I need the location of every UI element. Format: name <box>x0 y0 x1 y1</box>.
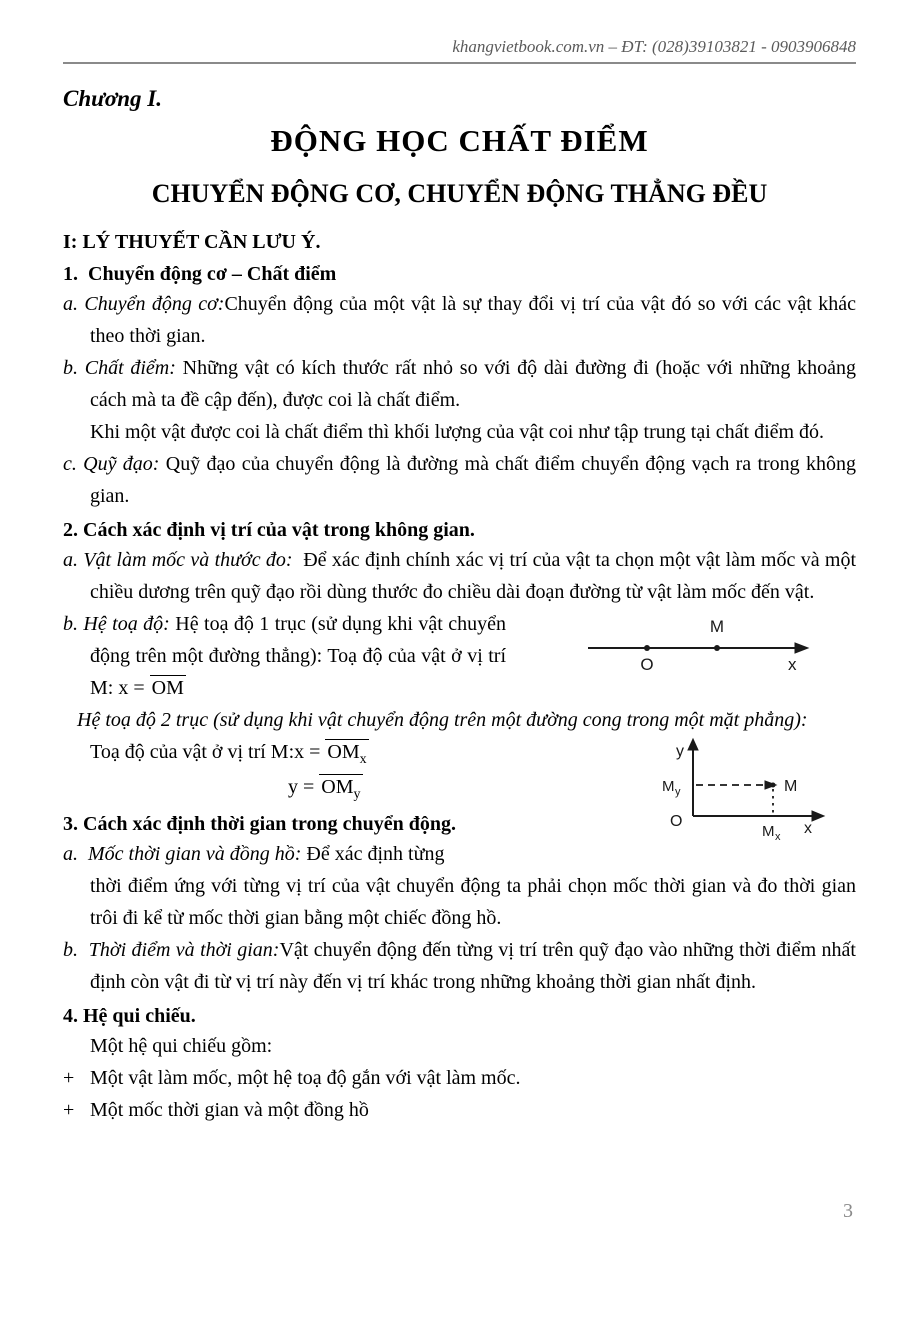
two-axis-mx-label: M <box>762 823 775 840</box>
page-number: 3 <box>843 1200 853 1222</box>
bullet-marker: + <box>63 1099 75 1121</box>
section1-heading: 1. Chuyển động cơ – Chất điểm <box>63 263 337 285</box>
para-coordinate-system-text: Hệ toạ độ 1 trục (sử dụng khi vật chuyển động trên một đường thẳng): Toạ độ của vật ở vị trí M: x = <box>90 613 506 699</box>
two-axis-x-label: x <box>804 820 812 837</box>
two-axis-my-label: M <box>662 778 675 795</box>
bullet-text: Một mốc thời gian và một đồng hồ <box>90 1099 369 1121</box>
formula-om-base: OM <box>151 677 184 699</box>
section4-heading: 4. Hệ qui chiếu. <box>63 1005 196 1027</box>
two-axis-m-label: M <box>784 778 798 795</box>
bullet-reference-frame-1 <box>63 1062 856 1094</box>
formula-omx-overline <box>325 739 368 771</box>
two-axis-diagram <box>656 736 856 844</box>
formula-omy-base: OM <box>321 776 354 798</box>
para-time-instant <box>63 934 856 998</box>
para-reference-object-lead: a. Vật làm mốc và thước đo: <box>63 549 293 571</box>
m-point <box>771 783 776 788</box>
para-motion-lead: a. Chuyển động cơ: <box>63 293 225 315</box>
para-trajectory-definition <box>63 448 856 512</box>
para-point-mass-text: Những vật có kích thước rất nhỏ so với độ dài đường đi (hoặc với những khoảng cách mà ta đề cập đến), được coi là chất điểm. <box>90 357 857 411</box>
para-time-origin-lead: a. Mốc thời gian và đồng hồ: <box>63 843 302 865</box>
header-divider <box>63 62 856 64</box>
origin-point <box>644 645 650 651</box>
one-axis-x-label: x <box>788 655 797 674</box>
formula-omx-sub: x <box>359 752 367 767</box>
para-two-axis-note: Hệ toạ độ 2 trục (sử dụng khi vật chuyển động trên một đường cong trong một mặt phẳng): <box>77 709 808 731</box>
header-website-phone: khangvietbook.com.vn – ĐT: (028)39103821 - 0903906848 <box>452 37 856 56</box>
para-motion-definition <box>63 288 856 352</box>
para-reference-object-text: Để xác định chính xác vị trí của vật ta chọn một vật làm mốc và một chiều dương trên quỹ đạo rồi dùng thước đo chiều dài đoạn đường từ vật làm mốc đến vật. <box>90 549 857 603</box>
para-time-origin-text2: thời điểm ứng với từng vị trí của vật chuyển động ta phải chọn mốc thời gian và đo thời gian trôi đi kể từ mốc thời gian bằng một chiếc đồng hồ. <box>90 875 856 929</box>
para-reference-frame-intro: Một hệ qui chiếu gồm: <box>90 1035 273 1057</box>
para-time-origin <box>63 838 856 934</box>
para-coordinate-system <box>63 608 856 704</box>
formula-omy-overline <box>319 774 362 806</box>
two-axis-origin-label: O <box>670 813 683 830</box>
bullet-text: Một vật làm mốc, một hệ toạ độ gắn với vật làm mốc. <box>90 1067 521 1089</box>
m-point <box>714 645 720 651</box>
two-axis-y-label: y <box>676 743 684 760</box>
section2-heading: 2. Cách xác định vị trí của vật trong không gian. <box>63 519 475 541</box>
bullet-reference-frame-2 <box>63 1094 856 1126</box>
para-point-mass-note: Khi một vật được coi là chất điểm thì khối lượng của vật coi như tập trung tại chất điểm đó. <box>90 421 825 443</box>
two-axis-mx-sub-label: x <box>775 831 781 843</box>
para-point-mass-definition <box>63 352 856 416</box>
section3-heading: 3. Cách xác định thời gian trong chuyển động. <box>63 813 457 835</box>
two-axis-my-sub-label: y <box>675 786 681 798</box>
page-subtitle: CHUYỂN ĐỘNG CƠ, CHUYỂN ĐỘNG THẲNG ĐỀU <box>151 179 768 208</box>
para-time-origin-text1: Để xác định từng <box>301 843 445 865</box>
page-header <box>63 36 856 58</box>
one-axis-diagram <box>526 610 856 676</box>
one-axis-origin-label: O <box>640 655 654 674</box>
page-title: ĐỘNG HỌC CHẤT ĐIỂM <box>270 123 649 158</box>
para-trajectory-text: Quỹ đạo của chuyển động là đường mà chất điểm chuyển động vạch ra trong không gian. <box>90 453 856 507</box>
formula-omx-base: OM <box>327 741 360 763</box>
para-motion-text: Chuyển động của một vật là sự thay đổi vị trí của vật đó so với các vật khác theo thời gian. <box>90 293 856 347</box>
para-coordinate-system-lead: b. Hệ toạ độ: <box>63 613 170 635</box>
para-point-mass-lead: b. Chất điểm: <box>63 357 176 379</box>
bullet-marker: + <box>63 1067 75 1089</box>
para-time-instant-lead: b. Thời điểm và thời gian: <box>63 939 280 961</box>
one-axis-m-label: M <box>709 617 725 636</box>
para-trajectory-lead: c. Quỹ đạo: <box>63 453 160 475</box>
para-reference-object <box>63 544 856 608</box>
formula-om-overline <box>150 675 186 699</box>
formula-x-pre: Toạ độ của vật ở vị trí M:x = <box>90 741 326 763</box>
formula-omy-sub: y <box>353 787 361 802</box>
formula-y-pre: y = <box>288 776 320 798</box>
para-time-instant-text: Vật chuyển động đến từng vị trí trên quỹ đạo vào những thời điểm nhất định còn vật đi từ vị trí này đến vị trí khác trong những khoảng thời gian nhất định. <box>90 939 856 993</box>
chapter-label: Chương I. <box>63 86 162 111</box>
theory-heading: I: LÝ THUYẾT CẦN LƯU Ý. <box>63 231 321 253</box>
